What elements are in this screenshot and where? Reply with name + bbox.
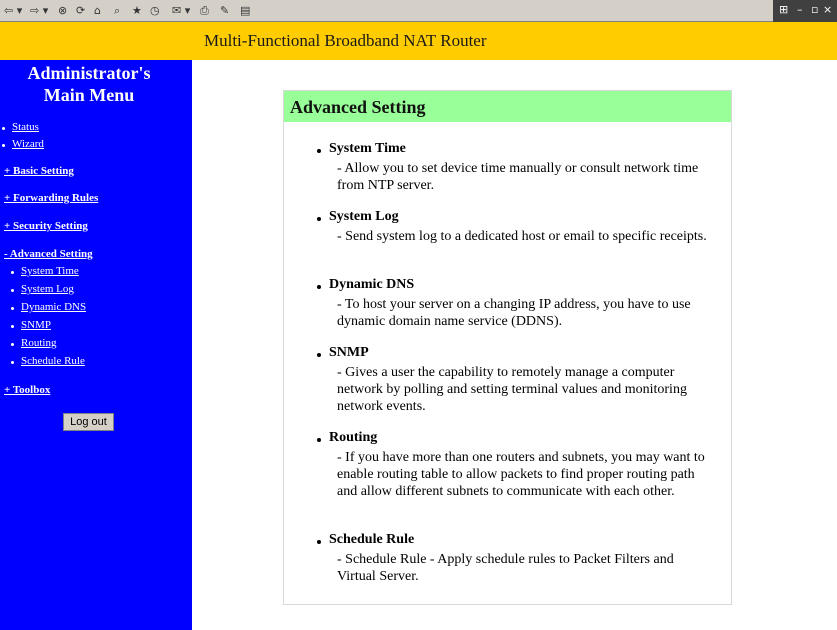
sidebar-item-security-setting[interactable]: + Security Setting xyxy=(4,220,88,232)
browser-toolbar xyxy=(0,0,837,22)
logout-button[interactable]: Log out xyxy=(63,413,114,431)
feature-description: - To host your server on a changing IP address, you have to use dynamic domain name service (DDNS). xyxy=(337,297,691,329)
favorites-icon[interactable]: ★ xyxy=(132,4,142,17)
bullet-icon xyxy=(317,540,321,544)
bullet-icon xyxy=(11,289,14,292)
feature-description: - Allow you to set device time manually or consult network time from NTP server. xyxy=(337,161,699,193)
feature-description: - Schedule Rule - Apply schedule rules to Packet Filters and Virtual Server. xyxy=(337,552,674,584)
page-title: Advanced Setting xyxy=(290,97,426,117)
bullet-icon xyxy=(11,271,14,274)
sidebar-link-wizard[interactable]: Wizard xyxy=(12,138,44,150)
sidebar-item-forwarding-rules[interactable]: + Forwarding Rules xyxy=(4,192,99,204)
bullet-icon xyxy=(317,353,321,357)
bullet-icon xyxy=(2,127,5,130)
back-icon[interactable]: ⇦ ▾ xyxy=(4,4,23,17)
stop-icon[interactable]: ⊗ xyxy=(58,4,68,17)
windows-logo-icon: ⊞ xyxy=(779,3,789,16)
bullet-icon xyxy=(317,149,321,153)
feature-name: Dynamic DNS xyxy=(329,277,415,292)
sidebar-subitem-snmp[interactable]: SNMP xyxy=(21,319,51,331)
sidebar-link-status[interactable]: Status xyxy=(12,121,39,133)
page-header xyxy=(0,22,837,60)
refresh-icon[interactable]: ⟳ xyxy=(76,4,86,17)
forward-icon[interactable]: ⇨ ▾ xyxy=(30,4,49,17)
bullet-icon xyxy=(11,325,14,328)
minimize-icon[interactable]: – xyxy=(797,3,803,16)
feature-description: - Send system log to a dedicated host or email to specific receipts. xyxy=(337,229,707,244)
feature-name: SNMP xyxy=(329,345,369,360)
menu-title xyxy=(0,62,178,106)
bullet-icon xyxy=(11,307,14,310)
bullet-icon xyxy=(317,285,321,289)
feature-name: System Log xyxy=(329,209,399,224)
router-title: Multi-Functional Broadband NAT Router xyxy=(204,31,487,50)
sidebar xyxy=(0,60,192,630)
menu-title-line1: Administrator's xyxy=(27,63,151,83)
sidebar-item-toolbox[interactable]: + Toolbox xyxy=(4,384,51,396)
edit-icon[interactable]: ✎ xyxy=(220,4,230,17)
feature-name: System Time xyxy=(329,141,406,156)
panel-header xyxy=(284,91,731,122)
sidebar-subitem-system-time[interactable]: System Time xyxy=(21,265,79,277)
feature-name: Routing xyxy=(329,430,378,445)
feature-description: - Gives a user the capability to remotely manage a computer network by polling and setting terminal values and monitoring network events. xyxy=(337,365,687,414)
window-controls xyxy=(773,0,837,22)
search-icon[interactable]: ⌕ xyxy=(114,4,121,17)
menu-title-line2: Main Menu xyxy=(43,85,135,105)
bullet-icon xyxy=(317,217,321,221)
bullet-icon xyxy=(11,361,14,364)
bullet-icon xyxy=(2,144,5,147)
discuss-icon[interactable]: ▤ xyxy=(240,4,251,17)
home-icon[interactable]: ⌂ xyxy=(94,4,101,17)
feature-name: Schedule Rule xyxy=(329,532,415,547)
bullet-icon xyxy=(11,343,14,346)
sidebar-subitem-dynamic-dns[interactable]: Dynamic DNS xyxy=(21,301,87,313)
bullet-icon xyxy=(317,438,321,442)
sidebar-subitem-schedule-rule[interactable]: Schedule Rule xyxy=(21,355,85,367)
mail-icon[interactable]: ✉ ▾ xyxy=(172,4,191,17)
print-icon[interactable]: ⎙ xyxy=(200,4,209,17)
feature-description: - If you have more than one routers and subnets, you may want to enable routing table to allow packets to find proper routing path and allow different subnets to communicate with each other. xyxy=(337,450,705,499)
sidebar-subitem-system-log[interactable]: System Log xyxy=(21,283,74,295)
sidebar-item-advanced-setting[interactable]: - Advanced Setting xyxy=(4,248,93,260)
sidebar-subitem-routing[interactable]: Routing xyxy=(21,337,57,349)
close-icon[interactable]: × xyxy=(823,3,833,16)
sidebar-item-basic-setting[interactable]: + Basic Setting xyxy=(4,165,74,177)
history-icon[interactable]: ◷ xyxy=(150,4,160,17)
content-panel xyxy=(283,90,732,605)
maximize-icon[interactable]: ▫ xyxy=(811,3,819,16)
